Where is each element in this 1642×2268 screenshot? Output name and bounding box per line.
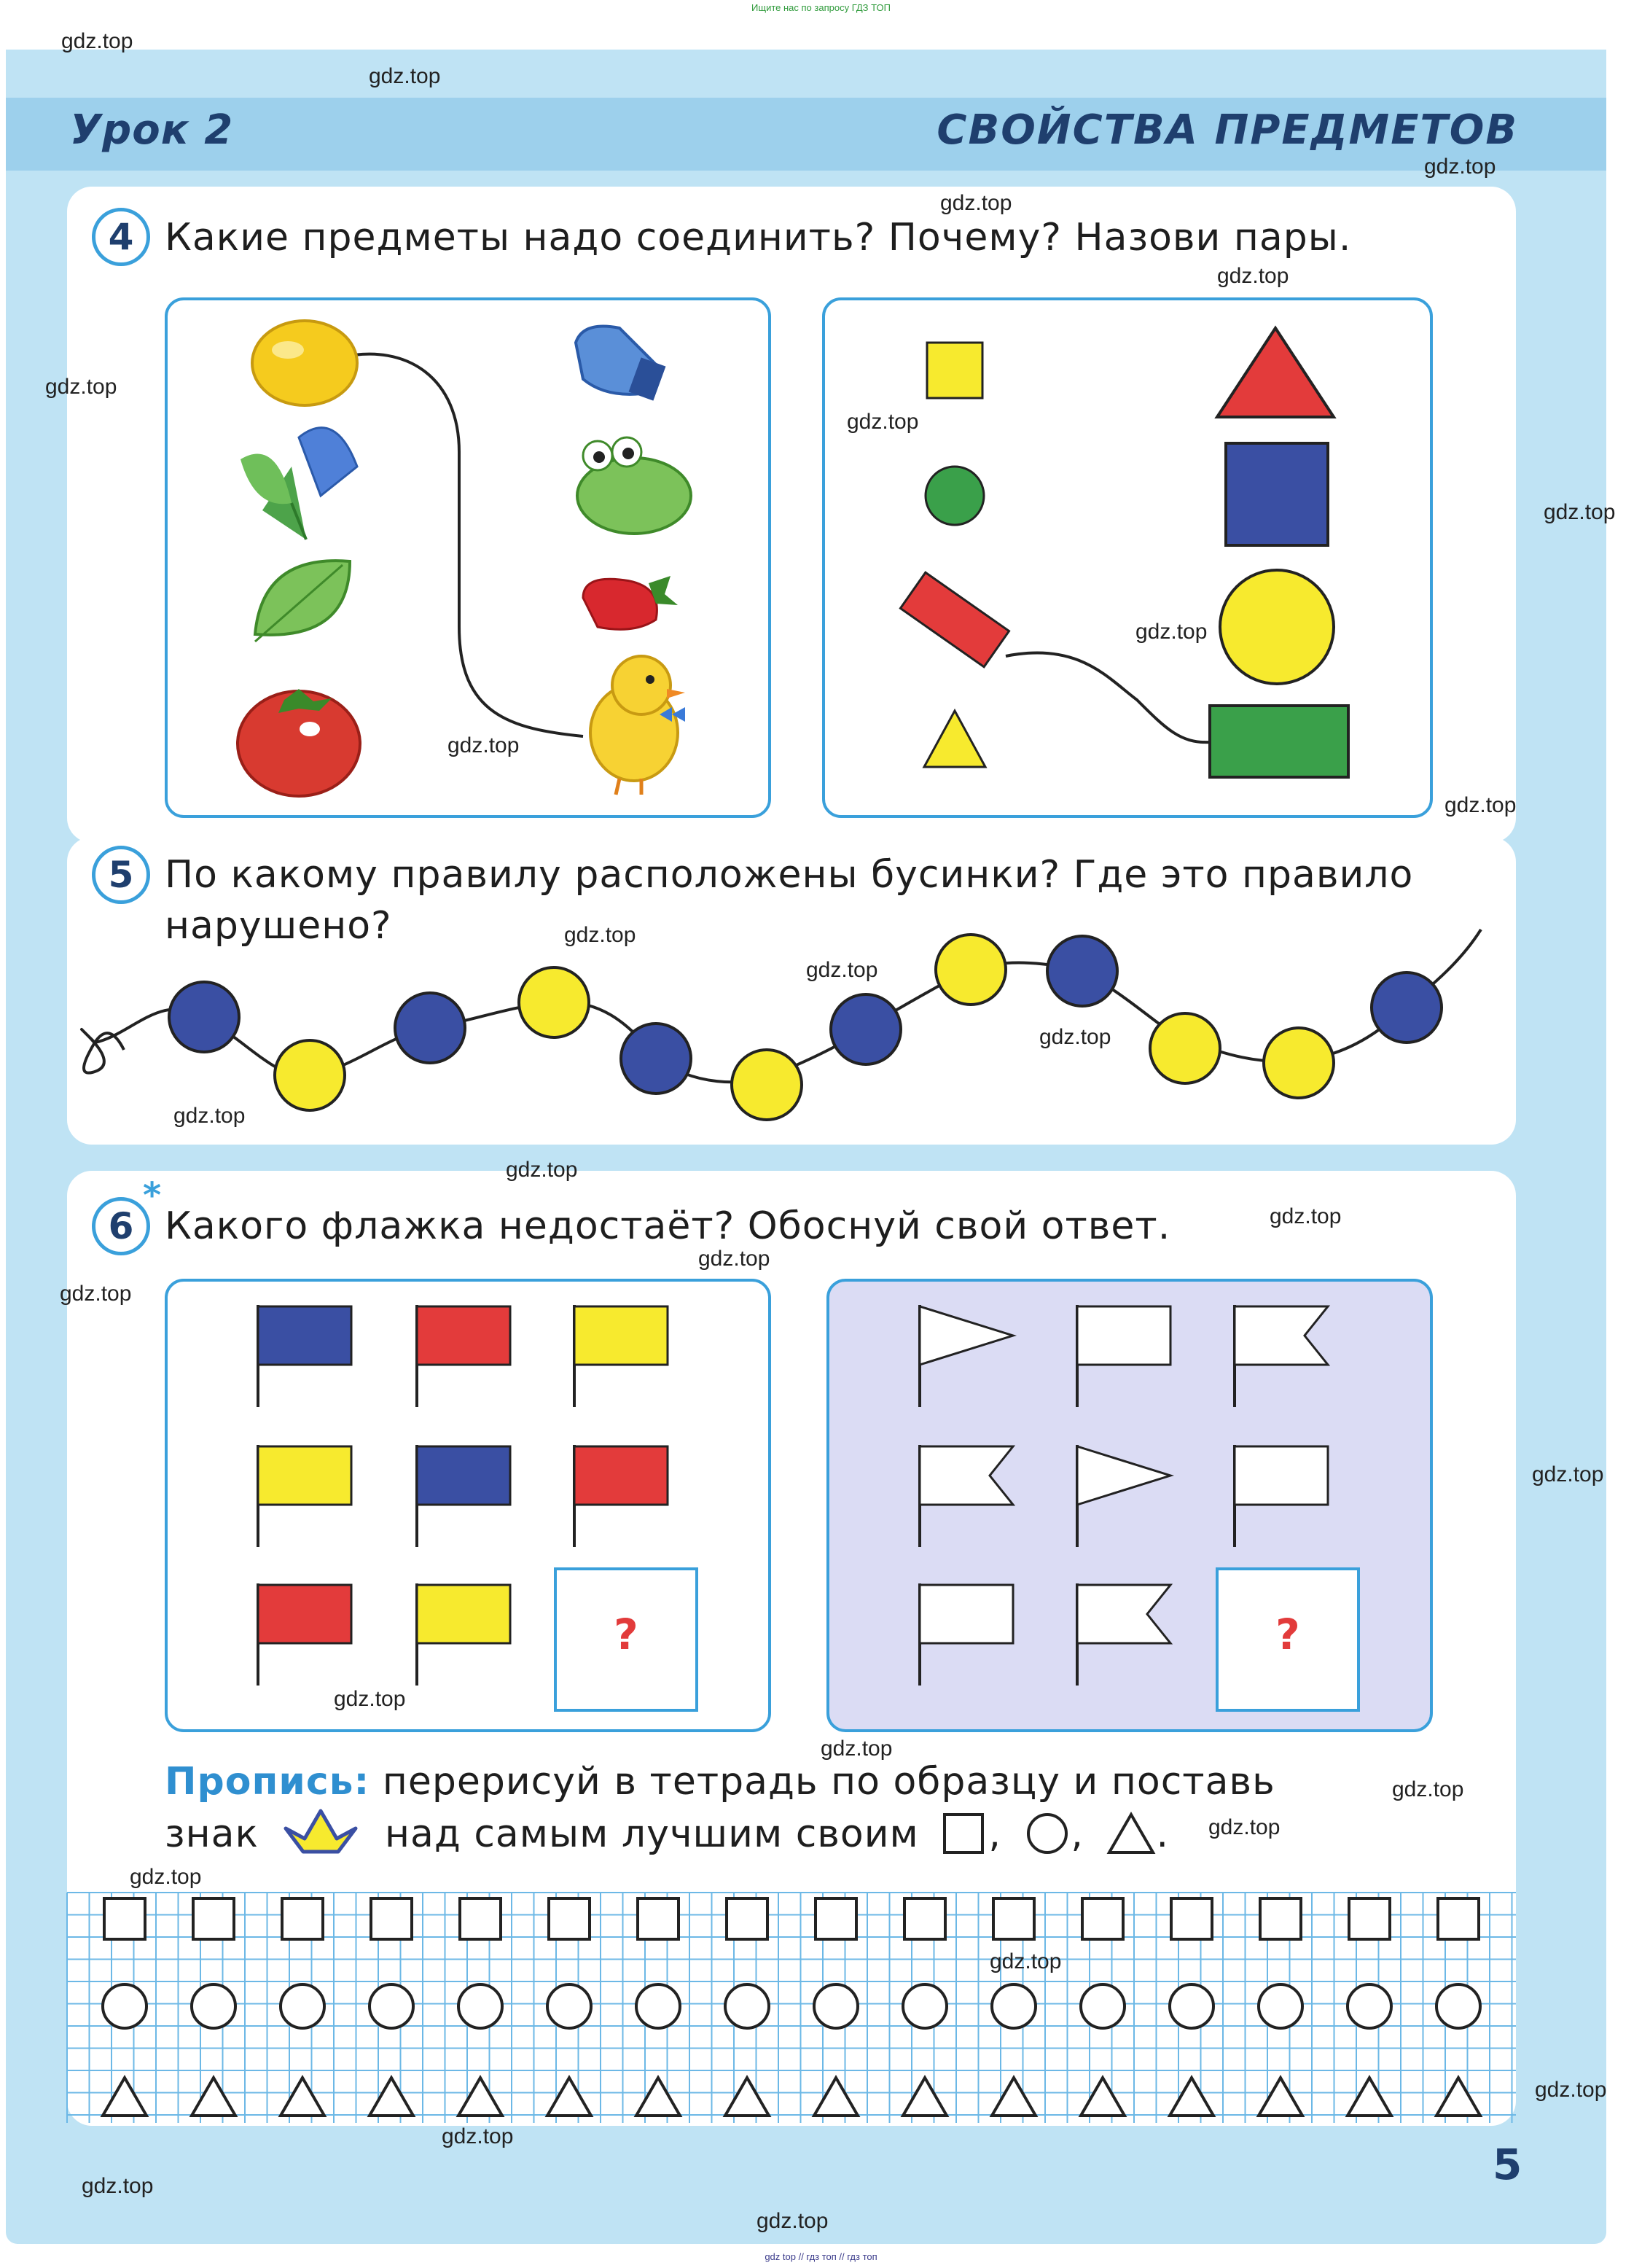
task-4-number: 4 xyxy=(92,208,150,266)
watermark: gdz.top xyxy=(1208,1815,1281,1839)
copybook-instruction: перерисуй в тетрадь по образцу и поставь xyxy=(382,1760,1275,1804)
copy-circle xyxy=(547,1984,591,2028)
copy-circle xyxy=(103,1984,146,2028)
copy-triangle xyxy=(636,2078,680,2116)
page-number: 5 xyxy=(1493,2140,1522,2189)
task-6-text: Какого флажка недостаёт? Обоснуй свой ответ. xyxy=(165,1204,1171,1248)
copy-square xyxy=(638,1898,679,1939)
watermark: gdz.top xyxy=(1039,1025,1111,1049)
header-link[interactable]: Ищите нас по запросу ГДЗ ТОП xyxy=(751,2,891,13)
copy-triangle xyxy=(992,2078,1036,2116)
watermark: gdz.top xyxy=(1424,155,1496,179)
watermark: gdz.top xyxy=(806,958,878,982)
copy-triangle xyxy=(903,2078,947,2116)
watermark: gdz.top xyxy=(1270,1204,1342,1228)
lesson-title: СВОЙСТВА ПРЕДМЕТОВ xyxy=(937,106,1518,154)
copy-square xyxy=(727,1898,767,1939)
watermark: gdz.top xyxy=(506,1158,578,1182)
watermark: gdz.top xyxy=(60,1282,132,1306)
watermark: gdz.top xyxy=(447,733,520,757)
watermark: gdz.top xyxy=(1535,2078,1607,2102)
watermark: gdz.top xyxy=(1217,264,1289,288)
watermark: gdz.top xyxy=(1544,500,1616,524)
watermark: gdz.top xyxy=(1135,620,1208,644)
copy-square xyxy=(993,1898,1034,1939)
task-6-number: 6 xyxy=(92,1197,150,1255)
watermark: gdz.top xyxy=(564,923,636,947)
watermark: gdz.top xyxy=(61,29,133,53)
task-4-text: Какие предметы надо соединить? Почему? Назови пары. xyxy=(165,216,1352,260)
copy-triangle xyxy=(192,2078,235,2116)
copy-square xyxy=(1349,1898,1390,1939)
question-mark: ? xyxy=(1275,1610,1300,1659)
copy-square xyxy=(193,1898,234,1939)
copy-circle xyxy=(1348,1984,1391,2028)
copy-triangle xyxy=(725,2078,769,2116)
copy-circle xyxy=(1170,1984,1213,2028)
copy-circle xyxy=(1081,1984,1125,2028)
copy-square xyxy=(104,1898,145,1939)
copy-circle xyxy=(903,1984,947,2028)
copy-circle xyxy=(458,1984,502,2028)
copy-square xyxy=(282,1898,323,1939)
copy-square xyxy=(371,1898,412,1939)
copy-square xyxy=(460,1898,501,1939)
watermark: gdz.top xyxy=(940,191,1012,215)
copy-triangle xyxy=(1348,2078,1391,2116)
copy-square xyxy=(1260,1898,1301,1939)
copy-triangle xyxy=(1170,2078,1213,2116)
watermark: gdz.top xyxy=(757,2209,829,2233)
separator-comma: , xyxy=(988,1812,1001,1856)
copy-circle xyxy=(281,1984,324,2028)
copy-triangle xyxy=(103,2078,146,2116)
task-5-text-line2: нарушено? xyxy=(165,904,392,948)
separator-comma: , xyxy=(1071,1812,1084,1856)
copybook-period: . xyxy=(1156,1812,1169,1856)
copy-triangle xyxy=(814,2078,858,2116)
copy-square xyxy=(1171,1898,1212,1939)
watermark: gdz.top xyxy=(334,1687,406,1711)
copy-triangle xyxy=(1081,2078,1125,2116)
copy-circle xyxy=(370,1984,413,2028)
question-mark: ? xyxy=(614,1610,638,1659)
watermark: gdz.top xyxy=(1392,1777,1464,1801)
footer-link[interactable]: gdz top // гдз топ // гдз топ xyxy=(765,2251,877,2262)
copy-circle xyxy=(814,1984,858,2028)
copy-square xyxy=(816,1898,856,1939)
copy-triangle xyxy=(1436,2078,1480,2116)
watermark: gdz.top xyxy=(990,1949,1062,1973)
copy-circle xyxy=(992,1984,1036,2028)
task-5-number: 5 xyxy=(92,846,150,904)
watermark: gdz.top xyxy=(130,1865,202,1889)
copybook-label: Пропись: xyxy=(165,1760,370,1804)
task-5-text-line1: По какому правилу расположены бусинки? Где это правило xyxy=(165,853,1414,897)
copy-square xyxy=(549,1898,590,1939)
watermark: gdz.top xyxy=(369,64,441,88)
copy-circle xyxy=(1259,1984,1302,2028)
copy-circle xyxy=(192,1984,235,2028)
copy-triangle xyxy=(370,2078,413,2116)
watermark: gdz.top xyxy=(1532,1462,1604,1486)
watermark: gdz.top xyxy=(442,2124,514,2148)
copy-circle xyxy=(636,1984,680,2028)
copy-circle xyxy=(1436,1984,1480,2028)
watermark: gdz.top xyxy=(821,1737,893,1761)
lesson-number: Урок 2 xyxy=(70,106,234,154)
watermark: gdz.top xyxy=(82,2174,154,2198)
watermark: gdz.top xyxy=(173,1104,246,1128)
copy-triangle xyxy=(281,2078,324,2116)
task-6-star: * xyxy=(143,1175,162,1216)
copybook-sign-word: знак xyxy=(165,1812,259,1856)
copy-triangle xyxy=(1259,2078,1302,2116)
copy-circle xyxy=(725,1984,769,2028)
copy-triangle xyxy=(547,2078,591,2116)
copy-square xyxy=(1438,1898,1479,1939)
copy-triangle xyxy=(458,2078,502,2116)
copy-square xyxy=(904,1898,945,1939)
copybook-instruction-end: над самым лучшим своим xyxy=(384,1812,919,1856)
watermark: gdz.top xyxy=(847,410,919,434)
copy-square xyxy=(1082,1898,1123,1939)
watermark: gdz.top xyxy=(1444,793,1517,817)
watermark: gdz.top xyxy=(45,375,117,399)
watermark: gdz.top xyxy=(698,1247,770,1271)
